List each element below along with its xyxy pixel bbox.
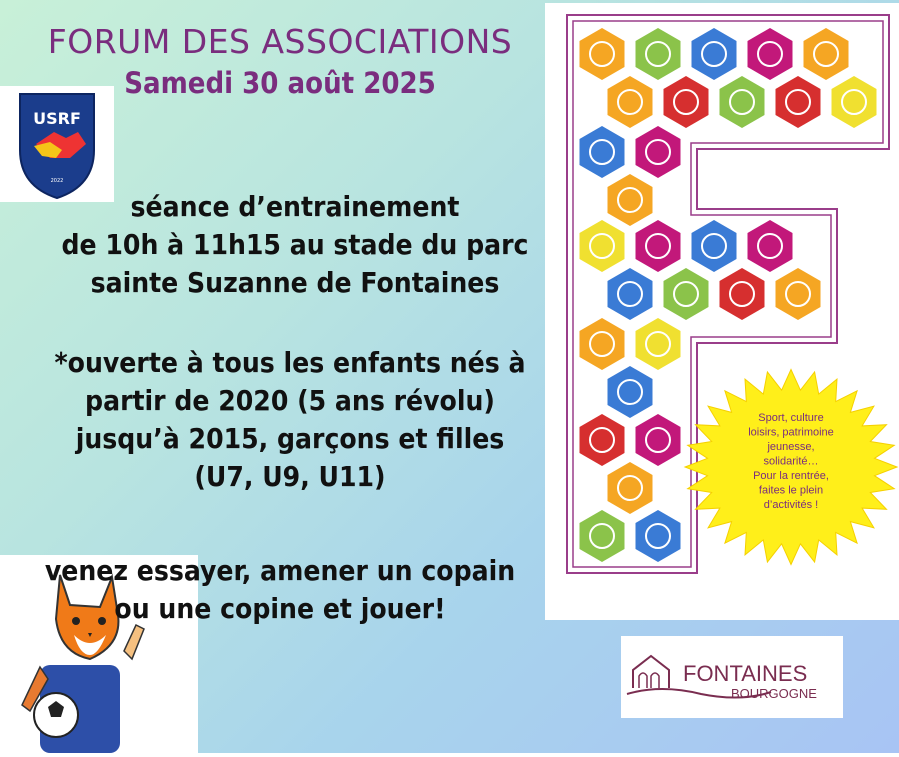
invite-line-2: ou une copine et jouer! [114, 592, 446, 625]
activity-hexagon [580, 126, 625, 178]
eligibility-line-3: jusqu’à 2015, garçons et filles [75, 422, 505, 455]
page-title: FORUM DES ASSOCIATIONS [47, 22, 513, 61]
activity-hexagon [608, 76, 653, 128]
burst-text-line: Sport, culture [758, 412, 824, 424]
activity-hexagon [720, 76, 765, 128]
activity-hexagon [636, 318, 681, 370]
activity-hexagon [664, 76, 709, 128]
promo-burst [685, 370, 897, 565]
activity-hexagon [580, 28, 625, 80]
session-info [0, 188, 590, 302]
club-logo-year: 2022 [50, 178, 64, 184]
eligibility-line-2: partir de 2020 (5 ans révolu) [85, 384, 495, 417]
activities-poster [545, 3, 899, 620]
town-logo [621, 636, 843, 718]
activity-hexagon [664, 268, 709, 320]
activity-hexagon [804, 28, 849, 80]
activity-hexagon [776, 268, 821, 320]
eligibility-info [20, 344, 560, 496]
event-date: Samedi 30 août 2025 [124, 66, 436, 100]
activity-hexagon [580, 510, 625, 562]
activity-hexagon [832, 76, 877, 128]
activity-hexagon [748, 220, 793, 272]
burst-text-line: d’activités ! [763, 499, 819, 511]
activity-hexagon [636, 414, 681, 466]
invite-line-1: venez essayer, amener un copain [44, 554, 516, 587]
activity-hexagon [636, 510, 681, 562]
activity-hexagon [720, 268, 765, 320]
burst-text-line: jeunesse, [767, 441, 815, 453]
town-logo-region: BOURGOGNE [731, 686, 817, 701]
burst-text-line: loisirs, patrimoine [748, 426, 834, 439]
activity-hexagon [776, 76, 821, 128]
club-logo-text: USRF [33, 109, 81, 128]
burst-text-line: solidarité… [763, 455, 819, 468]
activity-hexagon [636, 126, 681, 178]
session-line-2: de 10h à 11h15 au stade du parc [61, 228, 529, 261]
activity-hexagon [580, 318, 625, 370]
burst-text-line: Pour la rentrée, [753, 470, 829, 482]
burst-text-line: faites le plein [758, 484, 824, 497]
activity-hexagon [580, 220, 625, 272]
eligibility-line-4: (U7, U9, U11) [194, 460, 386, 493]
activity-hexagon [608, 174, 653, 226]
activity-hexagon [692, 220, 737, 272]
activity-hexagon [608, 268, 653, 320]
session-line-1: séance d’entrainement [130, 190, 460, 223]
activity-hexagon [608, 366, 653, 418]
activity-hexagon [580, 414, 625, 466]
session-line-3: sainte Suzanne de Fontaines [90, 266, 500, 299]
activity-hexagon [636, 220, 681, 272]
activity-hexagon [692, 28, 737, 80]
activity-hexagon [608, 462, 653, 514]
activity-hexagon [636, 28, 681, 80]
eligibility-line-1: *ouverte à tous les enfants nés à [54, 346, 526, 379]
town-logo-name: FONTAINES [683, 661, 808, 686]
invite-info [10, 552, 550, 628]
club-logo [0, 86, 114, 202]
activity-hexagon [748, 28, 793, 80]
